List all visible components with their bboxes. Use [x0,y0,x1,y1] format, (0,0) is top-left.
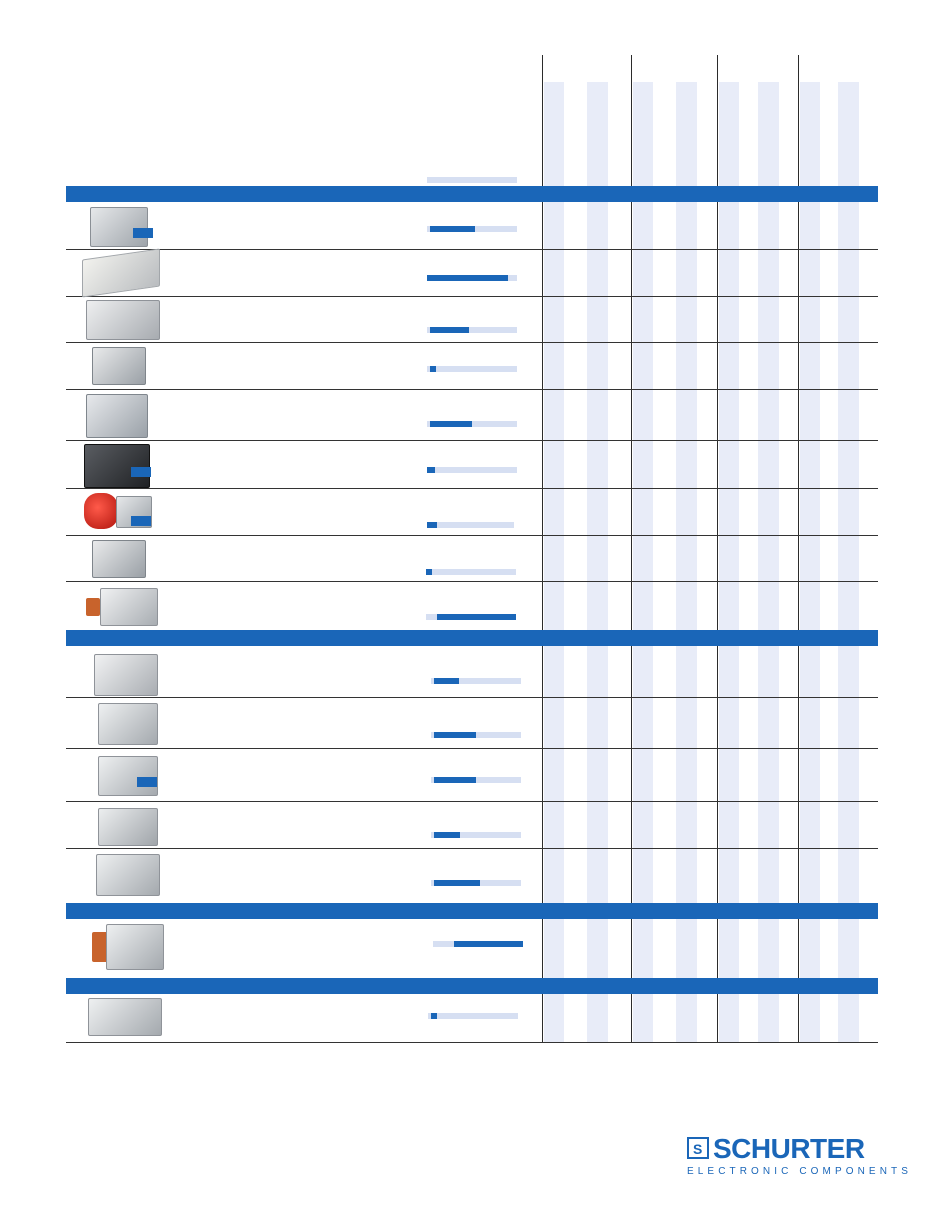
product-image [98,756,158,796]
range-bar [427,421,517,427]
product-image [86,300,160,340]
range-bar-fill [430,226,475,232]
range-bar [427,275,517,281]
row-badge [137,777,157,787]
group-band-2 [66,630,878,646]
product-image [92,347,146,385]
range-bar-fill [427,275,508,281]
range-bar-fill [430,421,472,427]
product-image [90,207,148,247]
range-bar-fill [454,941,523,947]
product-image [98,808,158,846]
range-bar-fill [427,467,435,473]
range-bar-fill [426,569,432,575]
range-bar-fill [434,678,459,684]
range-bar [431,777,521,783]
product-image [96,854,160,896]
range-bar [427,226,517,232]
range-bar-fill [434,880,480,886]
header-range-bar [427,177,517,183]
range-bar-fill [430,366,436,372]
group-band-4 [66,978,878,994]
range-bar-fill [434,732,476,738]
range-bar-fill [437,614,516,620]
row-badge [131,516,151,526]
range-bar-fill [434,777,476,783]
range-bar [431,832,521,838]
row-badge [131,467,151,477]
group-band-1 [66,186,878,202]
range-bar [427,366,517,372]
range-bar [427,467,517,473]
range-bar-fill [431,1013,437,1019]
brand-name: SCHURTER [713,1133,865,1164]
range-bar-fill [427,522,437,528]
range-bar-fill [434,832,460,838]
product-image [84,444,150,488]
range-bar [431,880,521,886]
product-image [106,924,164,970]
group-band-3 [66,903,878,919]
range-bar [431,678,521,684]
product-image [86,394,148,438]
schurter-logo [687,1133,913,1177]
range-bar [426,569,516,575]
product-image [86,598,100,616]
logo-mark-icon: S [687,1137,709,1159]
brand-tagline: ELECTRONIC COMPONENTS [687,1166,913,1177]
range-bar [426,614,516,620]
product-image [84,493,118,529]
range-bar [427,327,517,333]
product-image [100,588,158,626]
range-bar [427,522,514,528]
product-image [98,703,158,745]
product-image [92,540,146,578]
row-badge [133,228,153,238]
product-image [94,654,158,696]
product-image [82,249,160,298]
range-bar-fill [430,327,469,333]
range-bar [428,1013,518,1019]
range-bar [433,941,523,947]
product-image [88,998,162,1036]
range-bar [431,732,521,738]
